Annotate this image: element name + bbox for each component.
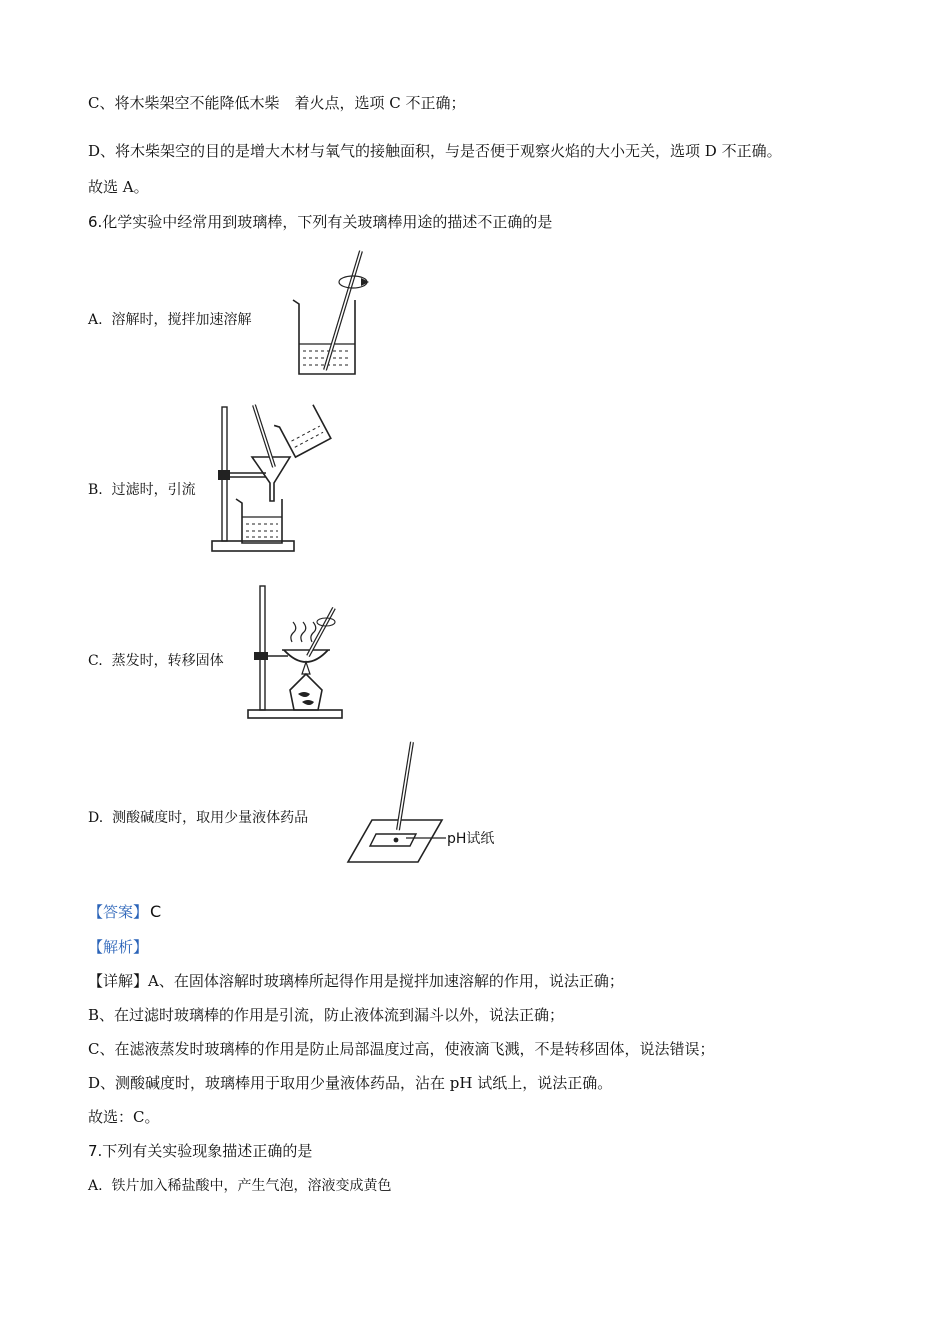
option-c-text: 蒸发时，转移固体 [111,653,224,669]
evaporation-apparatus-icon [244,582,354,722]
option-b-label: B. [88,482,103,498]
q7-option-a[interactable] [88,1176,391,1196]
detail-line-c: C、在滤液蒸发时玻璃棒的作用是防止局部温度过高，使液滴飞溅，不是转移固体，说法错误； [88,1040,715,1058]
ph-paper-test-icon [346,738,446,866]
analysis-tag: 【解析】 [88,938,149,956]
option-b-text: 过滤时，引流 [111,482,196,498]
question-7-stem: 7.下列有关实验现象描述正确的是 [88,1142,313,1160]
beaker-stirring-icon [285,248,375,378]
analysis-line-c: C、将木柴架空不能降低木柴 着火点，选项 C 不正确； [88,94,466,112]
analysis-conclusion: 故选 A。 [88,178,149,196]
detail-text-a: A、在固体溶解时玻璃棒所起得作用是搅拌加速溶解的作用，说法正确； [148,972,624,990]
q7-option-a-text: 铁片加入稀盐酸中，产生气泡，溶液变成黄色 [111,1178,392,1194]
option-d-label: D. [88,810,104,826]
detail-line-b: B、在过滤时玻璃棒的作用是引流，防止液体流到漏斗以外，说法正确； [88,1006,565,1024]
question-6-stem: 6.化学实验中经常用到玻璃棒，下列有关玻璃棒用途的描述不正确的是 [88,213,553,231]
option-d-text: 测酸碱度时，取用少量液体药品 [112,810,309,826]
answer-value: C [150,902,162,921]
q7-option-a-label: A. [88,1178,103,1194]
option-d[interactable] [88,808,308,828]
option-c-label: C. [88,653,103,669]
filtration-apparatus-icon [210,403,350,555]
answer-line [88,902,161,922]
option-b[interactable] [88,480,196,500]
option-a-text: 溶解时，搅拌加速溶解 [111,312,252,328]
detail-line-d: D、测酸碱度时，玻璃棒用于取用少量液体药品，沾在 pH 试纸上，说法正确。 [88,1074,613,1092]
detail-tag: 【详解】 [88,972,149,990]
ph-paper-label: pH试纸 [447,831,495,847]
analysis-line-d: D、将木柴架空的目的是增大木材与氧气的接触面积，与是否便于观察火焰的大小无关，选项 D 不正确。 [88,142,782,160]
detail-line-a [88,971,624,991]
answer-tag: 【答案】 [88,903,149,921]
q6-conclusion: 故选：C。 [88,1108,160,1126]
option-a[interactable] [88,310,251,330]
option-a-label: A. [88,312,103,328]
option-c[interactable] [88,651,224,671]
